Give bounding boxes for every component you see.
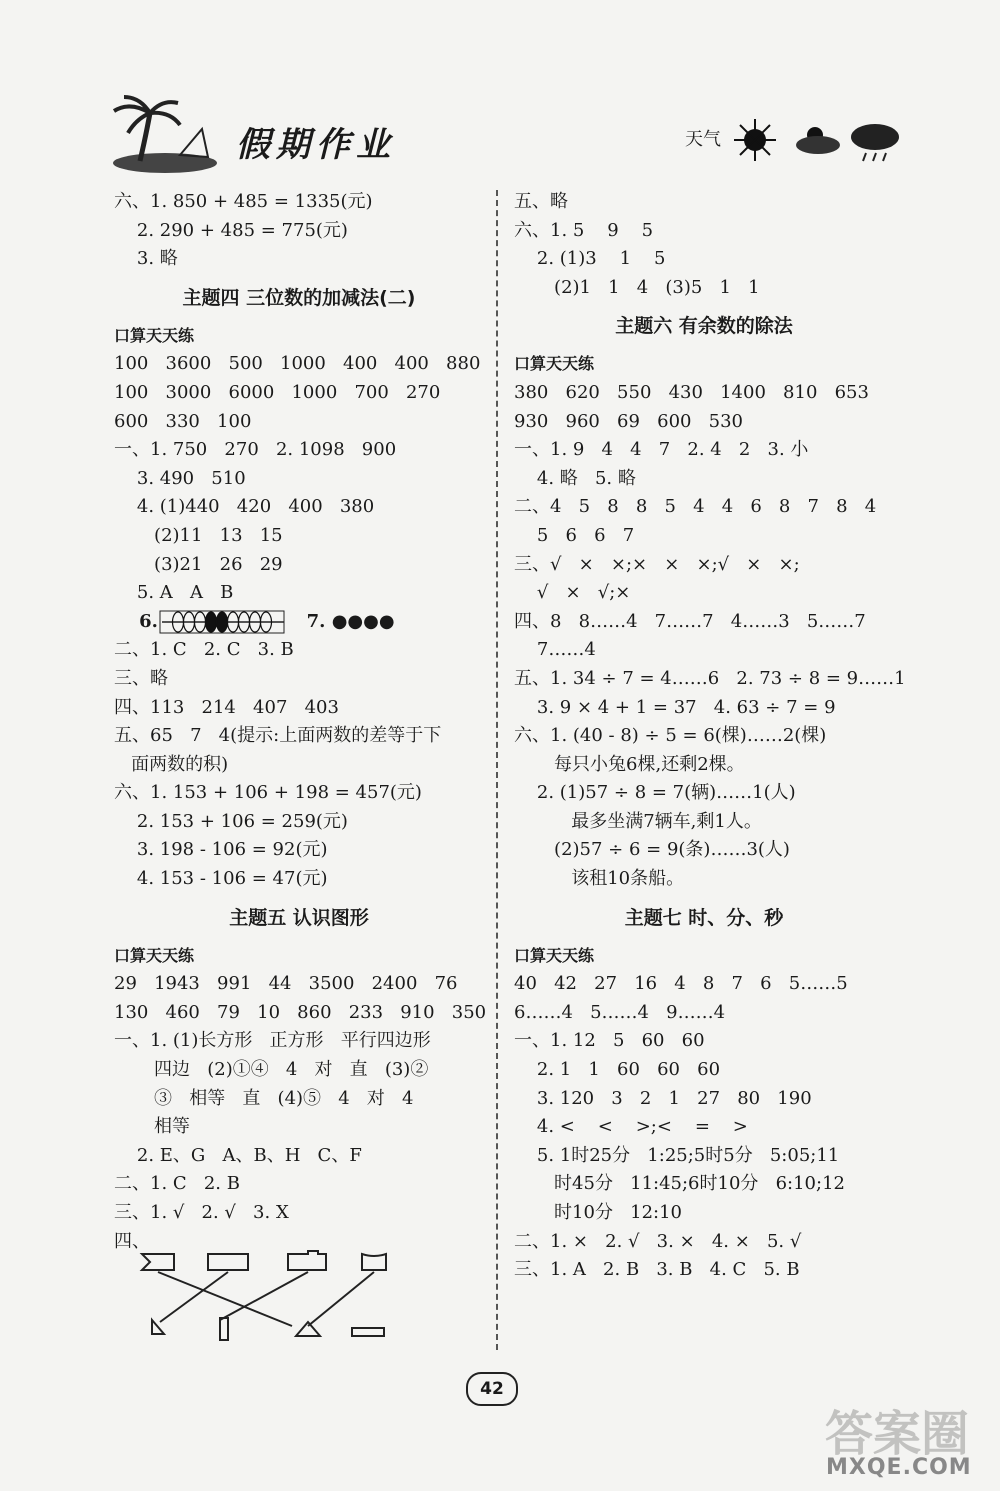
answer-line: 130 460 79 10 860 233 910 350 xyxy=(114,1001,487,1023)
right-column xyxy=(514,188,906,1285)
section-heading: 主题六 有余数的除法 xyxy=(615,315,793,338)
page-header xyxy=(110,95,910,185)
answer-line: 3. 198 - 106 = 92(元) xyxy=(114,839,328,861)
answer-line: 3. 9 × 4 + 1 = 37 4. 63 ÷ 7 = 9 xyxy=(514,696,836,718)
answer-line: 六、1. 5 9 5 xyxy=(514,219,654,241)
answer-line: 930 960 69 600 530 xyxy=(514,410,743,432)
answer-line: 六、1. (40 - 8) ÷ 5 = 6(棵)……2(棵) xyxy=(514,725,827,747)
answer-line: 2. (1)3 1 5 xyxy=(514,248,666,270)
answer-line: 4. (1)440 420 400 380 xyxy=(114,496,375,518)
header-title: 假期作业 xyxy=(236,125,396,165)
answer-line: ③ 相等 直 (4)⑤ 4 对 4 xyxy=(114,1087,414,1109)
answer-line: 2. 1 1 60 60 60 xyxy=(514,1059,721,1081)
answer-line: 时45分 11:45;6时10分 6:10;12 xyxy=(514,1173,845,1195)
answer-line: 六、1. 850 + 485 = 1335(元) xyxy=(114,191,373,212)
shape-matching-figure xyxy=(112,1246,402,1346)
answer-line: 一、1. (1)长方形 正方形 平行四边形 xyxy=(114,1030,431,1052)
answer-line: 29 1943 991 44 3500 2400 76 xyxy=(114,973,458,995)
answer-line: 5. 1时25分 1:25;5时5分 5:05;11 xyxy=(514,1144,840,1166)
answer-line: 2. 290 + 485 = 775(元) xyxy=(114,219,348,241)
answer-line: 五、65 7 4(提示:上面两数的差等于下 xyxy=(114,725,442,747)
answer-line: 最多坐满7辆车,剩1人。 xyxy=(514,810,762,832)
answer-line: (2)11 13 15 xyxy=(114,524,283,546)
answer-line: 380 620 550 430 1400 810 653 xyxy=(514,381,869,403)
answer-line: (2)57 ÷ 6 = 9(条)……3(人) xyxy=(514,839,790,861)
answer-line: 3. 略 xyxy=(114,248,178,270)
answer-line: (3)21 26 29 xyxy=(114,553,283,575)
answer-line: 二、1. C 2. B xyxy=(114,1173,240,1195)
answer-line: 二、4 5 8 8 5 4 4 6 8 7 8 4 xyxy=(514,496,877,518)
answer-line: 四、113 214 407 403 xyxy=(114,696,339,718)
answer-line: 时10分 12:10 xyxy=(514,1202,682,1223)
answer-line: 5. A A B xyxy=(114,582,234,604)
subsection-label: 口算天天练 xyxy=(114,325,195,345)
answer-line: 五、1. 34 ÷ 7 = 4……6 2. 73 ÷ 8 = 9……1 xyxy=(514,667,906,689)
weather-label: 天气 xyxy=(685,129,721,150)
answer-line: 2. 153 + 106 = 259(元) xyxy=(114,810,348,832)
answer-line: 三、1. A 2. B 3. B 4. C 5. B xyxy=(514,1259,800,1281)
answer-text: 7. ●●●● xyxy=(287,610,395,632)
abacus-bead xyxy=(205,612,216,632)
svg-text:答案圈: 答案圈 xyxy=(825,1406,970,1462)
section-heading: 主题四 三位数的加减法(二) xyxy=(182,286,416,309)
answer-line: 3. 490 510 xyxy=(114,467,246,489)
answer-line: 三、略 xyxy=(114,667,168,689)
answer-line: 三、√ × ×;× × ×;√ × ×; xyxy=(514,553,800,575)
subsection-label: 口算天天练 xyxy=(514,945,595,965)
answer-line: 二、1. × 2. √ 3. × 4. × 5. √ xyxy=(514,1230,802,1252)
answer-line: 六、1. 153 + 106 + 198 = 457(元) xyxy=(114,782,422,804)
page-number: 42 xyxy=(466,1372,518,1406)
answer-line: 40 42 27 16 4 8 7 6 5……5 xyxy=(514,973,848,995)
answer-line: 一、1. 9 4 4 7 2. 4 2 3. 小 xyxy=(514,439,809,461)
section-heading: 主题七 时、分、秒 xyxy=(624,906,784,929)
answer-line: 四边 (2)①④ 4 对 直 (3)② xyxy=(114,1059,429,1081)
answer-line: 一、1. 12 5 60 60 xyxy=(514,1030,705,1052)
answer-line: 二、1. C 2. C 3. B xyxy=(114,639,294,661)
subsection-label: 口算天天练 xyxy=(114,945,195,965)
answer-line: 3. 120 3 2 1 27 80 190 xyxy=(514,1087,812,1109)
abacus-icon xyxy=(158,609,288,635)
subsection-label: 口算天天练 xyxy=(514,354,595,374)
answer-line: 2. (1)57 ÷ 8 = 7(辆)……1(人) xyxy=(514,782,796,804)
answer-line: 2. E、G A、B、H C、F xyxy=(114,1144,362,1166)
answer-line: 5 6 6 7 xyxy=(514,524,635,546)
answer-line: 4. 略 5. 略 xyxy=(514,467,636,489)
answer-line: 7……4 xyxy=(514,639,596,661)
answer-line: 相等 xyxy=(114,1116,191,1138)
section-heading: 主题五 认识图形 xyxy=(229,906,369,929)
answer-line: 6……4 5……4 9……4 xyxy=(514,1001,726,1023)
weather-icons xyxy=(730,115,910,165)
answer-line: 该租10条船。 xyxy=(514,868,685,890)
left-column xyxy=(114,188,487,1256)
answer-line: 每只小兔6棵,还剩2棵。 xyxy=(514,753,745,775)
watermark-url: MXQE.COM xyxy=(826,1455,972,1480)
rain-cloud-icon xyxy=(851,124,899,161)
abacus-bead xyxy=(216,612,227,632)
answer-line: 三、1. √ 2. √ 3. X xyxy=(114,1202,289,1223)
answer-line: 五、略 xyxy=(514,191,568,212)
column-divider xyxy=(496,190,498,1350)
answer-line: 四、8 8……4 7……7 4……3 5……7 xyxy=(514,610,866,632)
answer-line: √ × √;× xyxy=(514,582,631,604)
answer-text: 6. xyxy=(114,610,158,632)
answer-line: 4. < < >;< = > xyxy=(514,1116,748,1138)
answer-line: 600 330 100 xyxy=(114,410,252,432)
sun-icon xyxy=(734,119,776,161)
answer-line xyxy=(114,608,484,637)
answer-line: 一、1. 750 270 2. 1098 900 xyxy=(114,439,397,461)
answer-line: 四、 xyxy=(114,1230,150,1252)
answer-line: 100 3600 500 1000 400 400 880 xyxy=(114,353,481,375)
answer-line: 100 3000 6000 1000 700 270 xyxy=(114,381,441,403)
answer-line: (2)1 1 4 (3)5 1 1 xyxy=(514,276,760,298)
answer-line: 面两数的积) xyxy=(114,753,229,775)
palm-island-icon xyxy=(110,95,230,175)
cloud-sun-icon xyxy=(796,127,840,154)
answer-line: 4. 153 - 106 = 47(元) xyxy=(114,868,328,890)
